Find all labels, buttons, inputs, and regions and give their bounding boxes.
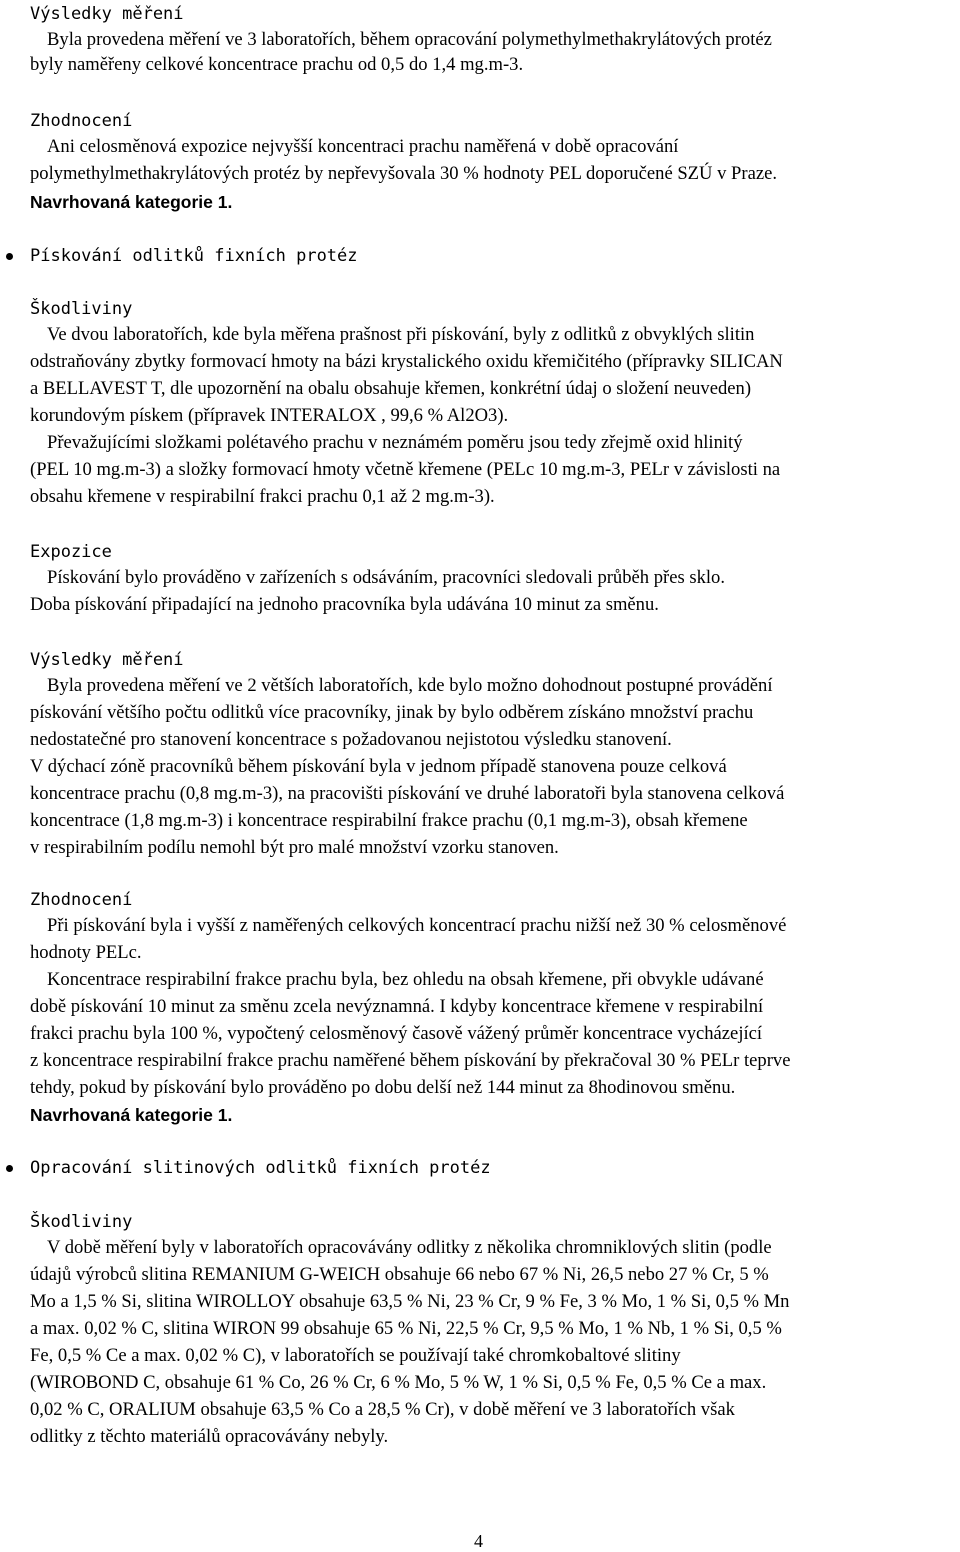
paragraph-line: nedostatečné pro stanovení koncentrace s požadovanou nejistotou výsledku stanovení. (30, 729, 672, 750)
paragraph-line: byly naměřeny celkové koncentrace prachu od 0,5 do 1,4 mg.m-3. (30, 54, 524, 75)
bullet-title: Opracování slitinových odlitků fixních protéz (30, 1158, 491, 1178)
section-heading: Zhodnocení (30, 890, 133, 910)
paragraph-line: korundovým pískem (přípravek INTERALOX , 99,6 % Al2O3). (30, 405, 509, 426)
bullet-title: Pískování odlitků fixních protéz (30, 246, 358, 266)
paragraph-line: Ve dvou laboratořích, kde byla měřena prašnost při pískování, byly z odlitků z obvyklých slitin (47, 324, 755, 345)
paragraph-line: obsahu křemene v respirabilní frakci prachu 0,1 až 2 mg.m-3). (30, 486, 495, 507)
section-heading: Zhodnocení (30, 111, 133, 131)
paragraph-line: koncentrace prachu (0,8 mg.m-3), na pracovišti pískování ve druhé laboratoři byla stanovena celková (30, 783, 785, 804)
paragraph-line: Koncentrace respirabilní frakce prachu byla, bez ohledu na obsah křemene, při obvykle udávané (47, 969, 764, 990)
paragraph-line: Byla provedena měření ve 3 laboratořích, během opracování polymethylmethakrylátových protéz (47, 29, 772, 50)
paragraph-line: Mo a 1,5 % Si, slitina WIROLLOY obsahuje 63,5 % Ni, 23 % Cr, 9 % Fe, 3 % Mo, 1 % Si, 0,5 % Mn (30, 1291, 790, 1312)
paragraph-line: V dýchací zóně pracovníků během pískování byla v jednom případě stanovena pouze celková (30, 756, 727, 777)
section-heading: Výsledky měření (30, 650, 184, 670)
paragraph-line: a BELLAVEST T, dle upozornění na obalu obsahuje křemen, konkrétní údaj o složení neuveden) (30, 378, 752, 399)
paragraph-line: odlitky z těchto materiálů opracovávány nebyly. (30, 1426, 389, 1447)
paragraph-line: hodnoty PELc. (30, 942, 142, 963)
paragraph-line: frakci prachu byla 100 %, vypočtený celosměnový časově vážený průměr koncentrace vycházející (30, 1023, 763, 1044)
bullet-icon (6, 1165, 13, 1172)
paragraph-line: Při pískování byla i vyšší z naměřených celkových koncentrací prachu nižší než 30 % celosměnové (47, 915, 787, 936)
section-heading: Výsledky měření (30, 4, 184, 24)
paragraph-line: v respirabilním podílu nemohl být pro malé množství vzorku stanoven. (30, 837, 559, 858)
paragraph-line: Byla provedena měření ve 2 větších laboratořích, kde bylo možno dohodnout postupné provádění (47, 675, 773, 696)
paragraph-line: Doba pískování připadající na jednoho pracovníka byla udávána 10 minut za směnu. (30, 594, 659, 615)
paragraph-line: odstraňovány zbytky formovací hmoty na bázi krystalického oxidu křemičitého (přípravky SILICAN (30, 351, 783, 372)
paragraph-line: (PEL 10 mg.m-3) a složky formovací hmoty včetně křemene (PELc 10 mg.m-3, PELr v závislosti na (30, 459, 781, 480)
paragraph-line: polymethylmethakrylátových protéz by nepřevyšovala 30 % hodnoty PEL doporučené SZÚ v Praze. (30, 163, 778, 184)
paragraph-line: z koncentrace respirabilní frakce prachu naměřené během pískování by překračoval 30 % PELr teprve (30, 1050, 791, 1071)
paragraph-line: pískování většího počtu odlitků více pracovníky, jinak by bylo odběrem získáno množství prachu (30, 702, 754, 723)
bullet-icon (6, 253, 13, 260)
paragraph-line: (WIROBOND C, obsahuje 61 % Co, 26 % Cr, 6 % Mo, 5 % W, 1 % Si, 0,5 % Fe, 0,5 % Ce a max. (30, 1372, 767, 1393)
paragraph-line: koncentrace (1,8 mg.m-3) i koncentrace respirabilní frakce prachu (0,1 mg.m-3), obsah křemene (30, 810, 748, 831)
paragraph-line: údajů výrobců slitina REMANIUM G-WEICH obsahuje 66 nebo 67 % Ni, 26,5 nebo 27 % Cr, 5 % (30, 1264, 769, 1285)
paragraph-line: Ani celosměnová expozice nejvyšší koncentraci prachu naměřená v době opracování (47, 136, 679, 157)
paragraph-line: tehdy, pokud by pískování bylo prováděno po dobu delší než 144 minut za 8hodinovou směnu. (30, 1077, 736, 1098)
paragraph-line: V době měření byly v laboratořích opracovávány odlitky z několika chromniklových slitin (podle (47, 1237, 772, 1258)
section-heading: Škodliviny (30, 299, 133, 319)
paragraph-line: Pískování bylo prováděno v zařízeních s odsáváním, pracovníci sledovali průběh přes sklo. (47, 567, 725, 588)
paragraph-line: Fe, 0,5 % Ce a max. 0,02 % C), v laboratořích se používají také chromkobaltové slitiny (30, 1345, 681, 1366)
section-heading: Expozice (30, 542, 112, 562)
paragraph-line: 0,02 % C, ORALIUM obsahuje 63,5 % Co a 28,5 % Cr), v době měření ve 3 laboratořích však (30, 1399, 735, 1420)
paragraph-line: a max. 0,02 % C, slitina WIRON 99 obsahuje 65 % Ni, 22,5 % Cr, 9,5 % Mo, 1 % Nb, 1 % Si, 0,5 % (30, 1318, 782, 1339)
paragraph-line: Převažujícími složkami polétavého prachu v neznámém poměru jsou tedy zřejmě oxid hlinitý (47, 432, 743, 453)
category-line: Navrhovaná kategorie 1. (30, 192, 233, 212)
paragraph-line: době pískování 10 minut za směnu zcela nevýznamná. I kdyby koncentrace křemene v respirabilní (30, 996, 764, 1017)
section-heading: Škodliviny (30, 1212, 133, 1232)
page-number: 4 (474, 1531, 483, 1551)
category-line: Navrhovaná kategorie 1. (30, 1105, 233, 1125)
